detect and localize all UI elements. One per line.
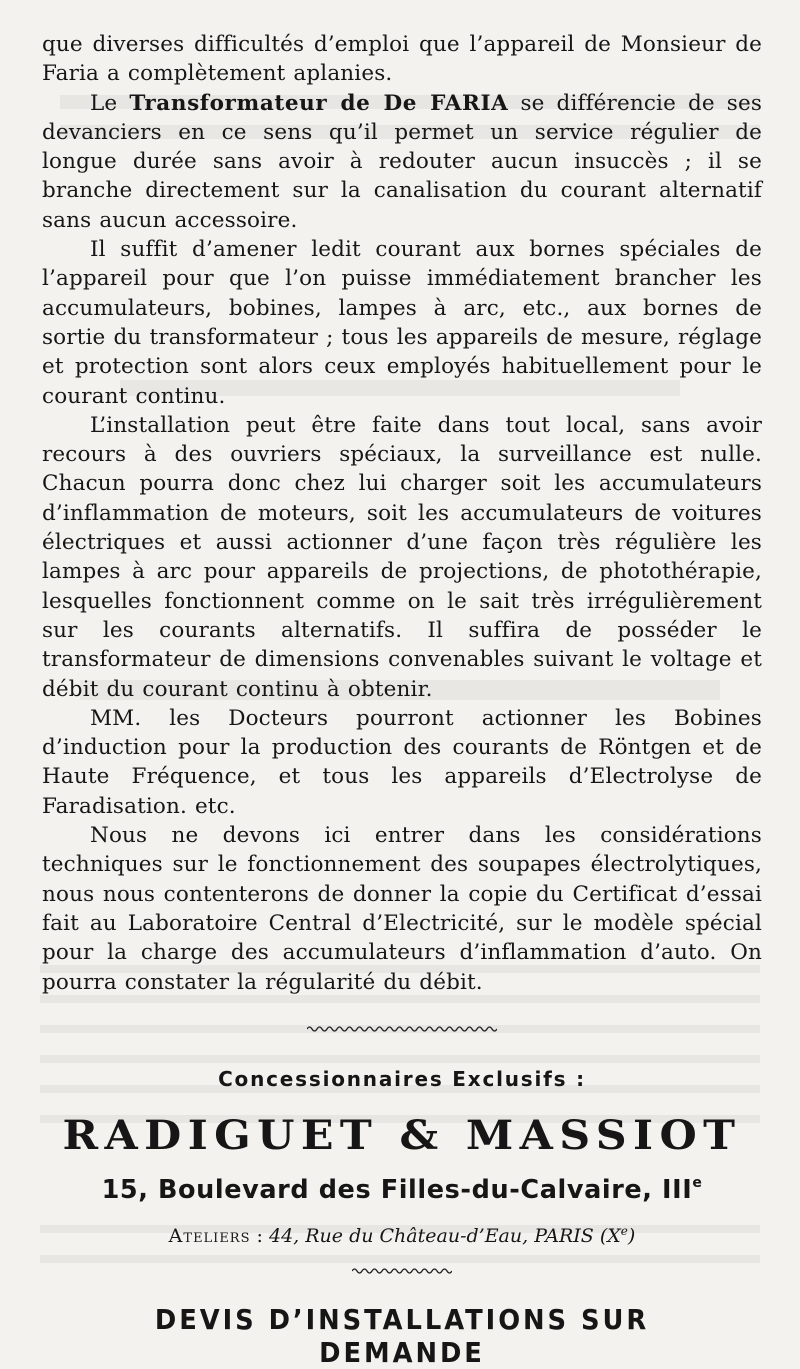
ateliers-separator: : <box>250 1224 269 1247</box>
wavy-rule-divider <box>307 1025 497 1033</box>
firm-address-superscript: e <box>692 1174 703 1191</box>
wavy-rule-divider-small <box>352 1267 452 1275</box>
document-page <box>42 30 762 1369</box>
paragraph-intro-continuation: que diverses difficultés d’emploi que l’appareil de Monsieur de Faria a complètement aplanies. <box>42 32 762 87</box>
ateliers-close-paren: ) <box>627 1224 636 1247</box>
concessionnaires-heading: Concessionnaires Exclusifs : <box>218 1066 586 1091</box>
firm-address-text: 15, Boulevard des Filles-du-Calvaire, III <box>101 1174 693 1205</box>
paragraph-transformateur <box>42 89 762 235</box>
paragraph-installation: L’installation peut être faite dans tout local, sans avoir recours à des ouvriers spéciaux, la surveillance est nulle. Chacun pourra donc chez lui charger soit les accumulateurs d’inflammation de moteurs, soit les accumulateurs de voitures électriques et aussi actionner d’une façon très régulière les lampes à arc pour appareils de projections, de photothérapie, lesquelles fonctionnent comme on le sait très irrégulièrement sur les courants alternatifs. Il suffira de posséder le transformateur de dimensions convenables suivant le voltage et débit du courant continu à obtenir. <box>42 412 762 702</box>
ateliers-address <box>42 1218 762 1249</box>
paragraph-bornes: Il suffit d’amener ledit courant aux bornes spéciales de l’appareil pour que l’on puisse immédiatement brancher les accumulateurs, bobines, lampes à arc, etc., aux bornes de sortie du transformateur ; tous les appareils de mesure, réglage et protection sont alors ceux employés habituellement pour le courant continu. <box>42 237 762 409</box>
devis-banner: DEVIS D’INSTALLATIONS SUR DEMANDE <box>154 1302 650 1369</box>
ateliers-label: Ateliers <box>168 1224 251 1247</box>
ateliers-superscript: e <box>620 1223 628 1238</box>
firm-name: RADIGUET & MASSIOT <box>62 1111 742 1159</box>
paragraph-considerations: Nous ne devons ici entrer dans les considérations techniques sur le fonctionnement des soupapes électrolytiques, nous nous contenterons de donner la copie du Certificat d’essai fait au Laboratoire Central d’Electricité, sur le modèle spécial pour la charge des accumulateurs d’inflammation d’auto. On pourra constater la régularité du débit. <box>42 823 762 995</box>
paragraph-transformateur-prefix: Le <box>90 90 118 116</box>
paragraph-docteurs: MM. les Docteurs pourront actionner les Bobines d’induction pour la production des courants de Röntgen et de Haute Fréquence, et tous les appareils d’Electrolyse de Faradisation. etc. <box>42 705 762 819</box>
transformateur-name: Transformateur de De FARIA <box>129 90 509 116</box>
paragraph-transformateur-rest: se différencie de ses devanciers en ce sens qu’il permet un service régulier de longue durée sans avoir à redouter aucun insuccès ; il se branche directement sur la canalisation du courant alternatif sans aucun accessoire. <box>42 90 763 233</box>
ateliers-address-text: 44, Rue du Château-d’Eau, PARIS (X <box>269 1224 621 1247</box>
firm-address <box>42 1167 762 1206</box>
